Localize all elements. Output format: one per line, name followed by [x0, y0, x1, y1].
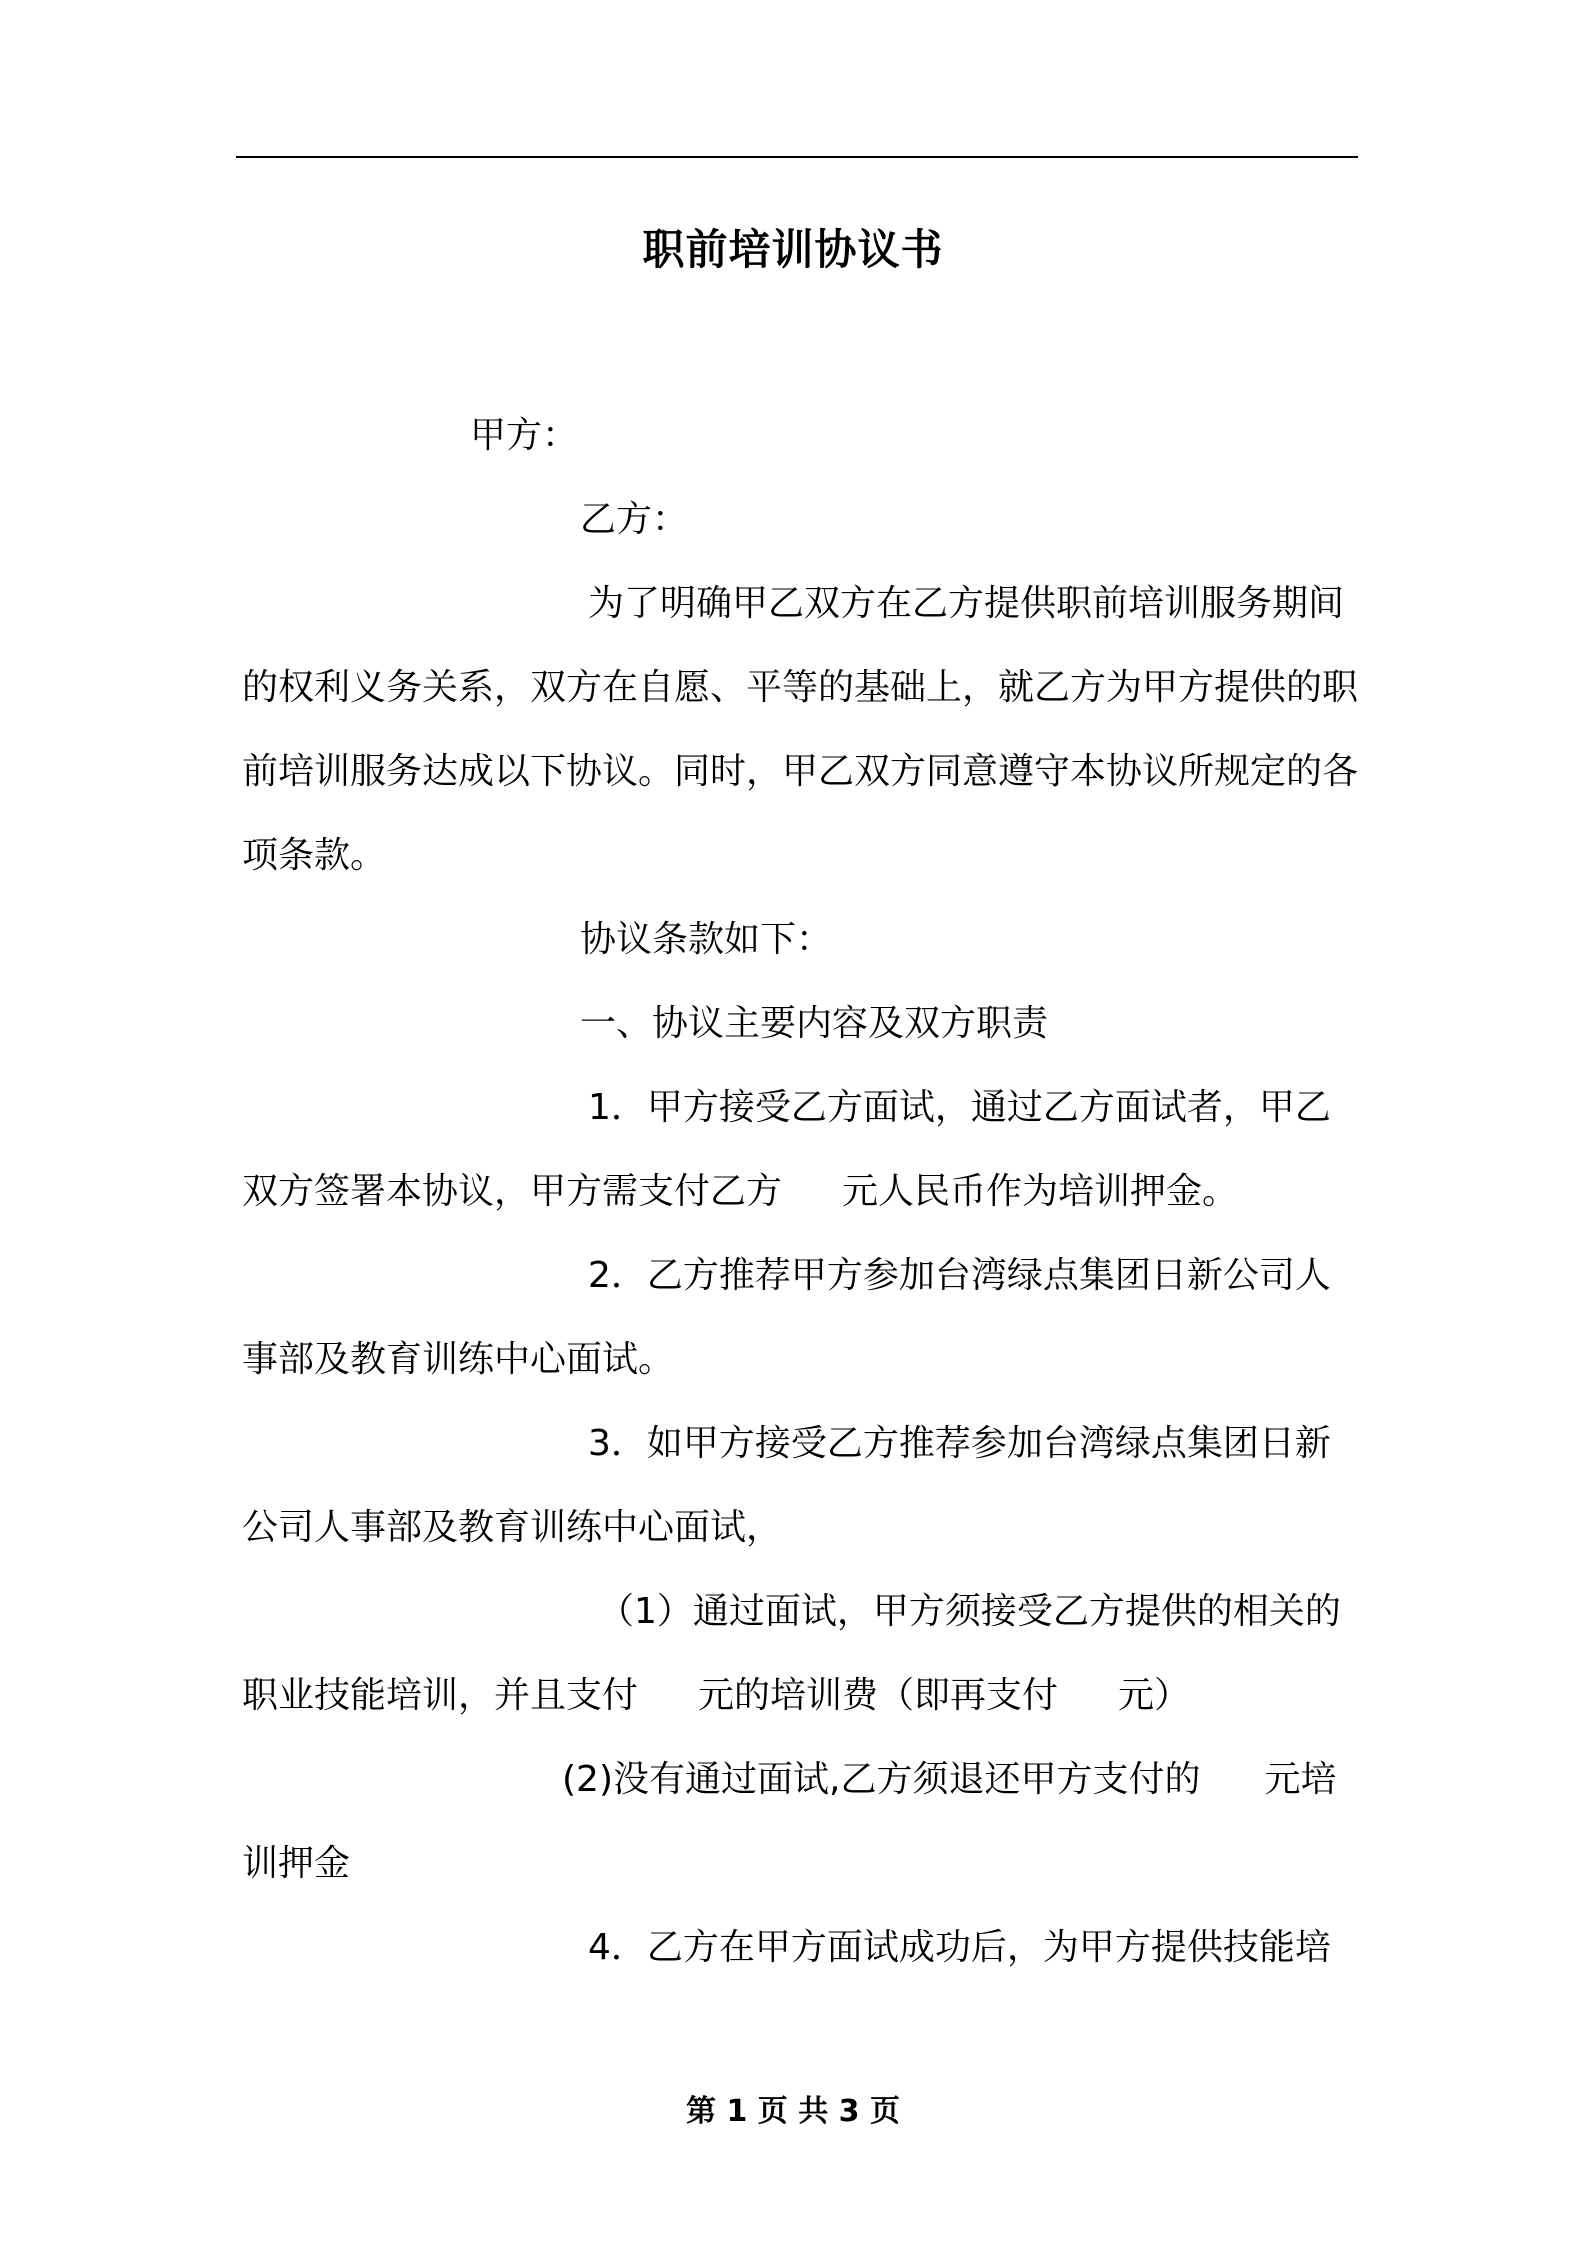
clause-2: 2．乙方推荐甲方参加台湾绿点集团日新公司人事部及教育训练中心面试。: [242, 1255, 1331, 1380]
clause-3-1-text-a: （1）通过面试，甲方须接受乙方提供的相关的职业技能培训，并且支付: [242, 1591, 1341, 1716]
page-footer: 第 1 页 共 3 页: [686, 2094, 900, 2129]
terms-intro: 协议条款如下：: [580, 919, 833, 960]
clause-1: [242, 1066, 1358, 1234]
header-rule: [236, 156, 1358, 158]
clause-3: 3．如甲方接受乙方推荐参加台湾绿点集团日新公司人事部及教育训练中心面试，: [242, 1423, 1331, 1548]
clause-4: 4．乙方在甲方面试成功后，为甲方提供技能培: [588, 1927, 1331, 1968]
preamble-paragraph: 为了明确甲乙双方在乙方提供职前培训服务期间的权利义务关系，双方在自愿、平等的基础上，就乙方为甲方提供的职前培训服务达成以下协议。同时，甲乙双方同意遵守本协议所规定的各项条款。: [242, 583, 1359, 876]
clause-3-1-text-b: 元的培训费（即再支付: [698, 1675, 1059, 1716]
clause-3-1-text-c: 元）: [1118, 1675, 1191, 1716]
clause-3-2-text-b: 元培训押金: [242, 1759, 1337, 1884]
party-b-label: 乙方：: [580, 499, 689, 540]
clause-3-1: [242, 1570, 1358, 1738]
clause-3-2-text-a: (2)没有通过面试,乙方须退还甲方支付的: [562, 1759, 1201, 1800]
clause-1-text-a: 1．甲方接受乙方面试，通过乙方面试者，甲乙双方签署本协议，甲方需支付乙方: [242, 1087, 1331, 1212]
section-1-heading: 一、协议主要内容及双方职责: [580, 1003, 1049, 1044]
clause-1-text-b: 元人民币作为培训押金。: [842, 1171, 1239, 1212]
page-title: 职前培训协议书: [642, 225, 944, 274]
clause-3-2: [242, 1738, 1358, 1906]
party-a-label: 甲方：: [470, 415, 579, 456]
